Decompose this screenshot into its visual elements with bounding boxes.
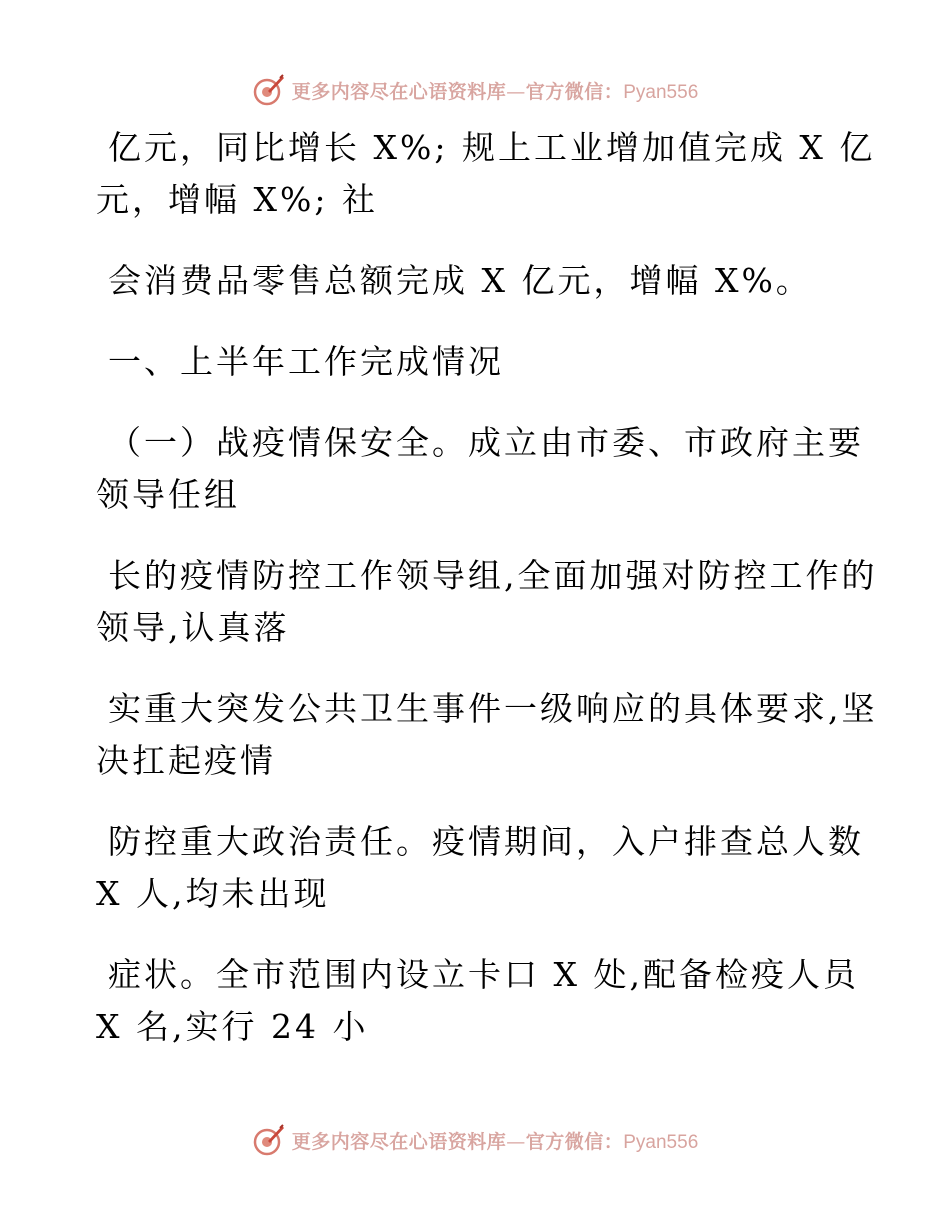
paragraph-line: （一）战疫情保安全。成立由市委、市政府主要 — [108, 423, 864, 462]
paragraph — [96, 255, 856, 307]
paragraph-line: X 人,均未出现 — [96, 874, 330, 913]
paragraph-line: 防控重大政治责任。疫情期间，入户排查总人数 — [108, 822, 864, 861]
paragraph-line: 领导任组 — [96, 475, 240, 514]
paragraph-line: X 名,实行 24 小 — [96, 1007, 369, 1046]
paragraph — [96, 417, 864, 521]
document-body — [96, 122, 878, 1082]
paragraph-line: 决扛起疫情 — [96, 741, 276, 780]
watermark-text: 更多内容尽在心语资料库 — [291, 1130, 507, 1153]
watermark-suffix: 官方微信： — [525, 80, 624, 103]
watermark-separator: — — [506, 1130, 526, 1153]
footer-watermark — [0, 1120, 950, 1160]
paragraph-line: 领导,认真落 — [96, 608, 290, 647]
watermark-handle: Pyan556 — [623, 81, 699, 103]
paragraph — [96, 949, 859, 1053]
paragraph — [96, 816, 864, 920]
watermark-text: 更多内容尽在心语资料库 — [291, 80, 507, 103]
paragraph — [96, 550, 878, 654]
watermark-separator: — — [506, 80, 526, 103]
watermark-suffix: 官方微信： — [525, 1130, 624, 1153]
paragraph-line: 元，增幅 X%; 社 — [96, 180, 378, 219]
paragraph-line: 症状。全市范围内设立卡口 X 处,配备检疫人员 — [108, 955, 859, 994]
paragraph-line: 亿元，同比增长 X%; 规上工业增加值完成 X 亿 — [108, 128, 876, 167]
header-watermark — [0, 70, 950, 110]
paragraph — [96, 683, 878, 787]
paragraph-line: 会消费品零售总额完成 X 亿元，增幅 X%。 — [108, 261, 812, 300]
section-heading — [96, 336, 856, 388]
quill-logo-icon — [252, 1123, 286, 1157]
quill-logo-icon — [252, 73, 286, 107]
watermark-handle: Pyan556 — [623, 1131, 699, 1153]
paragraph-line: 一、上半年工作完成情况 — [108, 342, 504, 381]
paragraph-line: 长的疫情防控工作领导组,全面加强对防控工作的 — [108, 556, 878, 595]
paragraph-line: 实重大突发公共卫生事件一级响应的具体要求,坚 — [108, 689, 878, 728]
paragraph — [96, 122, 876, 226]
